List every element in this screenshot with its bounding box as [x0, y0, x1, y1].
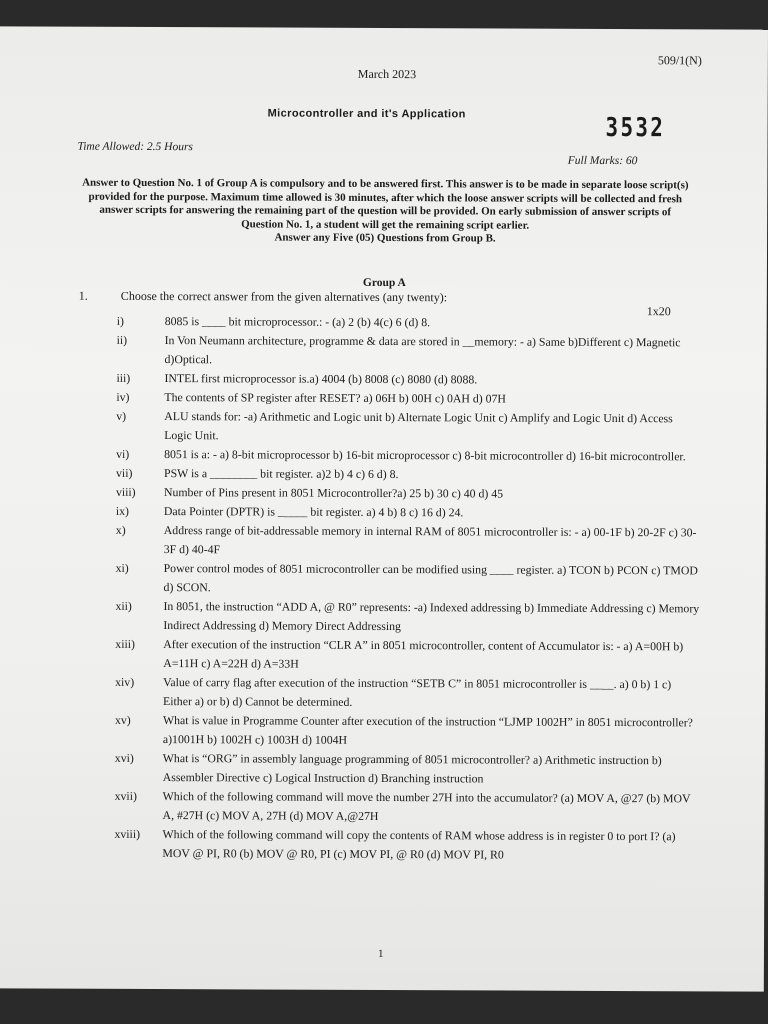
paper-code: 509/1(N) — [657, 53, 702, 68]
list-item — [115, 597, 699, 638]
list-item — [117, 312, 701, 334]
item-text: Address range of bit-addressable memory in internal RAM of 8051 microcontroller is: - a) 00-1F b) 20-2F c) 30-3F d) 40-4F — [163, 523, 697, 557]
item-number: xv) — [114, 712, 131, 727]
question-marks: 1x20 — [646, 304, 671, 319]
item-number: xvii) — [114, 788, 137, 803]
item-text: After execution of the instruction “CLR A” in 8051 microcontroller, content of Accumulator is: - a) A=00H b) A=11H c) A=22H d) A=33H — [163, 637, 684, 671]
item-number: xiii) — [115, 636, 136, 651]
item-text: Value of carry flag after execution of the instruction “SETB C” in 8051 microcontroller is ____. a) 0 b) 1 c) Either a) or b) d) Cannot be determined. — [163, 675, 672, 709]
list-item — [116, 521, 700, 562]
item-number: xiv) — [115, 674, 135, 689]
page-number: 1 — [377, 947, 384, 961]
list-item — [116, 502, 700, 524]
item-number: ix) — [115, 503, 130, 518]
list-item — [116, 464, 700, 486]
list-item — [115, 787, 699, 828]
item-number: vi) — [116, 446, 130, 461]
list-item — [115, 673, 699, 714]
list-item — [116, 407, 700, 448]
item-number: x) — [115, 522, 126, 537]
item-number: xi) — [115, 560, 129, 575]
item-text: 8051 is a: - a) 8-bit microprocessor b) 16-bit microprocessor c) 8-bit microcontroller d) 16-bit microcontroller. — [164, 447, 686, 464]
item-number: viii) — [115, 484, 136, 499]
time-allowed: Time Allowed: 2.5 Hours — [77, 140, 193, 154]
instructions — [79, 177, 691, 247]
list-item — [114, 825, 698, 866]
item-text: ALU stands for: -a) Arithmetic and Logic unit b) Alternate Logic Unit c) Amplify and Logic Unit d) Access Logic Unit. — [164, 409, 673, 443]
item-number: iv) — [116, 389, 130, 404]
group-title: Group A — [362, 276, 406, 290]
item-number: iii) — [116, 370, 131, 385]
list-item — [116, 445, 700, 467]
list-item — [115, 711, 699, 752]
item-text: Which of the following command will copy the contents of RAM whose address is in register 0 to port I? (a) MOV @ PI, R0 (b) MOV @ R0, PI (c) MOV PI, @ R0 (d) MOV PI, R0 — [162, 827, 676, 862]
list-item — [116, 483, 700, 505]
item-text: What is value in Programme Counter after execution of the instruction “LJMP 1002H” in 8051 microcontroller? a)1001H b) 1002H c) 1003H d) 1004H — [162, 713, 693, 747]
item-number: v) — [116, 408, 127, 423]
item-number: xvi) — [114, 750, 134, 765]
item-number: ii) — [116, 332, 128, 347]
list-item — [117, 331, 701, 372]
item-text: In Von Neumann architecture, programme & data are stored in __memory: - a) Same b)Different c) Magnetic d)Optical. — [164, 333, 681, 367]
item-text: Which of the following command will move the number 27H into the accumulator? (a) MOV A, @27 (b) MOV A, #27H (c) MOV A, 27H (d) MOV A,@27H — [162, 789, 691, 823]
full-marks: Full Marks: 60 — [567, 154, 638, 168]
item-text: PSW is a ________ bit register. a)2 b) 4 c) 6 d) 8. — [164, 466, 399, 482]
item-number: vii) — [116, 465, 133, 480]
list-item — [116, 369, 700, 391]
question-number: 1. — [78, 288, 88, 303]
exam-page — [0, 26, 768, 991]
serial-number: 3532 — [605, 112, 666, 144]
list-item — [116, 559, 700, 600]
subject-title: Microcontroller and it's Application — [267, 107, 466, 121]
item-text: Number of Pins present in 8051 Microcontroller?a) 25 b) 30 c) 40 d) 45 — [163, 485, 504, 501]
item-text: INTEL first microprocessor is.a) 4004 (b) 8008 (c) 8080 (d) 8088. — [164, 371, 478, 387]
instruction-main: Answer to Question No. 1 of Group A is compulsory and to be answered first. This answer is to be made in separate loose script(s) provided for the purpose. Maximum time allowed is 30 minutes, after which the loose answer scripts will be collected and fresh answer scripts for answering the remaining part of the question will be provided. On early submission of answer scripts of Question No. 1, a student will get the remaining script earlier. — [82, 176, 689, 232]
item-number: xviii) — [114, 826, 141, 841]
question-items — [114, 312, 700, 866]
item-text: Data Pointer (DPTR) is _____ bit register. a) 4 b) 8 c) 16 d) 24. — [163, 504, 464, 520]
list-item — [115, 635, 699, 676]
question-text: Choose the correct answer from the given alternatives (any twenty): — [120, 288, 448, 305]
item-text: The contents of SP register after RESET? a) 06H b) 00H c) 0AH d) 07H — [164, 390, 507, 406]
item-number: xii) — [115, 598, 132, 613]
exam-date: March 2023 — [357, 66, 417, 82]
list-item — [116, 388, 700, 410]
item-text: In 8051, the instruction “ADD A, @ R0” represents: -a) Indexed addressing b) Immediate Addressing c) Memory Indirect Addressing d) Memory Direct Addressing — [163, 599, 700, 634]
item-text: 8085 is ____ bit microprocessor.: - (a) 2 (b) 4(c) 6 (d) 8. — [164, 314, 431, 330]
item-text: Power control modes of 8051 microcontroller can be modified using ____ register. a) TCON b) PCON c) TMOD d) SCON. — [163, 561, 698, 595]
item-number: i) — [116, 313, 124, 328]
instruction-group-b: Answer any Five (05) Questions from Group B. — [274, 231, 496, 245]
list-item — [115, 749, 699, 790]
item-text: What is “ORG” in assembly language programming of 8051 microcontroller? a) Arithmetic instruction b) Assembler Directive c) Logical Instruction d) Branching instruction — [162, 751, 662, 786]
